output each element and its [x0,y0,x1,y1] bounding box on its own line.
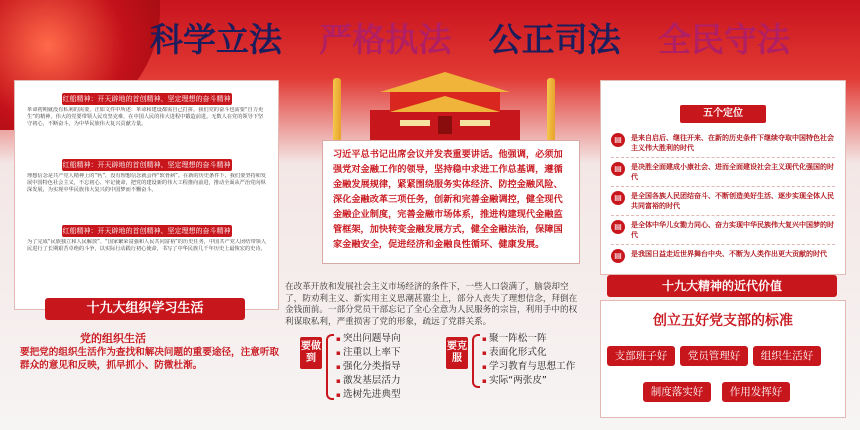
book-icon: ▤ [611,249,625,263]
overcome-brace [472,334,480,388]
position-item [611,158,835,187]
section-text: 革命初期就没有私利的需要，正如文件中所述：革命和建设都需自己打拼。我们党的奋斗也需要“自力更生”的精神。伟大的党要带领人民攻坚克难，在中国人民的伟大进程中锻造前进。无数人在党的领导下坚守初心，不断奋斗，为中华民族伟大复兴贡献力量。 [27,107,264,127]
standard-badge: 支部班子好 [607,346,675,366]
position-text: 是全体中华儿女勠力同心、奋力实现中华民族伟大复兴中国梦的时代 [631,221,834,239]
position-item [611,216,835,245]
list-item: ▪ 注重以上率下 [336,346,401,360]
headline-phrase: 科学立法 [150,20,282,59]
standard-badge: 组织生活好 [753,346,821,366]
section-title: 红船精神：开天辟地的首创精神、坚定理想的奋斗精神 [62,227,231,235]
huabiao-pillar [333,78,341,148]
section-text: 为了完成“民族独立和人民解放”、“国家繁荣富强和人民共同富裕”的历史任务，中国共产党人团结带领人民进行了长期艰苦卓绝的斗争，以实际行动践行初心使命，书写了中华民族几千年历史上最恢宏的史诗。 [27,239,267,252]
position-item [611,187,835,216]
overcome-tag: 要克服 [446,337,468,369]
section-title: 红船精神：开天辟地的首创精神、坚定理想的奋斗精神 [62,95,231,103]
position-text: 是全国各族人民团结奋斗、不断创造美好生活、逐步实现全体人民共同富裕的时代 [631,192,834,210]
position-text: 是决胜全面建成小康社会、进而全面建设社会主义现代化强国的时代 [631,163,834,181]
headline [150,14,790,64]
book-icon: ▤ [611,191,625,205]
huabiao-pillar [547,78,555,148]
book-icon: ▤ [611,220,625,234]
list-item: ▪ 表面化形式化 [482,346,575,360]
tiananmen-illustration [360,70,530,145]
section-text: 理想信念是共产党人精神上的“钙”，没有理想信念就会得“软骨病”。在新的历史条件下，我们要坚持和发展中国特色社会主义，不忘初心、牢记使命，把党的建设新的伟大工程推向前进，推动全面从严治党向纵深发展，为实现中华民族伟大复兴的中国梦而不懈奋斗。 [27,173,267,193]
list-item: ▪ 学习教育与思想工作 [482,360,575,374]
standard-badge: 制度落实好 [643,382,711,402]
left-panel [14,80,279,310]
list-item: ▪ 强化分类指导 [336,360,401,374]
speech-quote-box: 习近平总书记出席会议并发表重要讲话。他强调，必须加强党对金融工作的领导，坚持稳中求进工作总基调，遵循金融发展规律，紧紧围绕服务实体经济、防控金融风险、深化金融改革三项任务，创新和完善金融调控，健全现代金融企业制度，完善金融市场体系，推进构建现代金融监管框架，加快转变金融发展方式，健全金融法治，保障国家金融安全，促进经济和金融良性循环、健康发展。 [322,140,580,264]
list-item: ▪ 实际“两张皮” [482,374,575,388]
right-panel [600,80,846,275]
headline-phrase: 全民守法 [657,20,790,59]
position-item [611,245,835,274]
standards-title: 创立五好党支部的标准 [653,313,793,329]
headline-phrase: 严格执法 [319,20,452,59]
modern-value-banner: 十九大精神的近代价值 [607,275,837,297]
position-text: 是我国日益走近世界舞台中央、不断为人类作出更大贡献的时代 [631,250,827,258]
standard-badge: 党员管理好 [680,346,748,366]
list-item: ▪ 突出问题导向 [336,332,401,346]
do-list [336,332,401,402]
section-title: 红船精神：开天辟地的首创精神、坚定理想的奋斗精神 [62,161,231,169]
party-life-subtitle: 党的组织生活 [80,332,146,345]
five-positions-title: 五个定位 [680,105,766,123]
org-life-banner: 十九大组织学习生活 [45,298,245,320]
book-icon: ▤ [611,133,625,147]
book-icon: ▤ [611,162,625,176]
headline-phrase: 公正司法 [488,20,621,59]
overcome-list [482,332,575,388]
list-item: ▪ 激发基层活力 [336,374,401,388]
standard-badge: 作用发挥好 [722,382,790,402]
list-item: ▪ 选树先进典型 [336,388,401,402]
position-text: 是来自启后、继往开来、在新的历史条件下继续夺取中国特色社会主义伟大胜利的时代 [631,134,834,152]
party-life-text: 要把党的组织生活作为查找和解决问题的重要途径，注意听取群众的意见和反映，抓早抓小、防微杜渐。 [20,347,280,371]
middle-paragraph: 在改革开放和发展社会主义市场经济的条件下，一些人口袋满了，脑袋却空了，防劝利主义、新实用主义思潮甚嚣尘上，部分人丧失了理想信念，拜倒在金钱面前。一部分党员干部忘记了全心全意为人民服务的宗旨，利用手中的权利谋取私利，严重损害了党的形象，疏远了党群关系。 [285,282,578,327]
do-tag: 要做到 [300,337,322,369]
list-item: ▪ 聚一阵松一阵 [482,332,575,346]
position-item [611,129,835,158]
do-brace [326,334,334,400]
